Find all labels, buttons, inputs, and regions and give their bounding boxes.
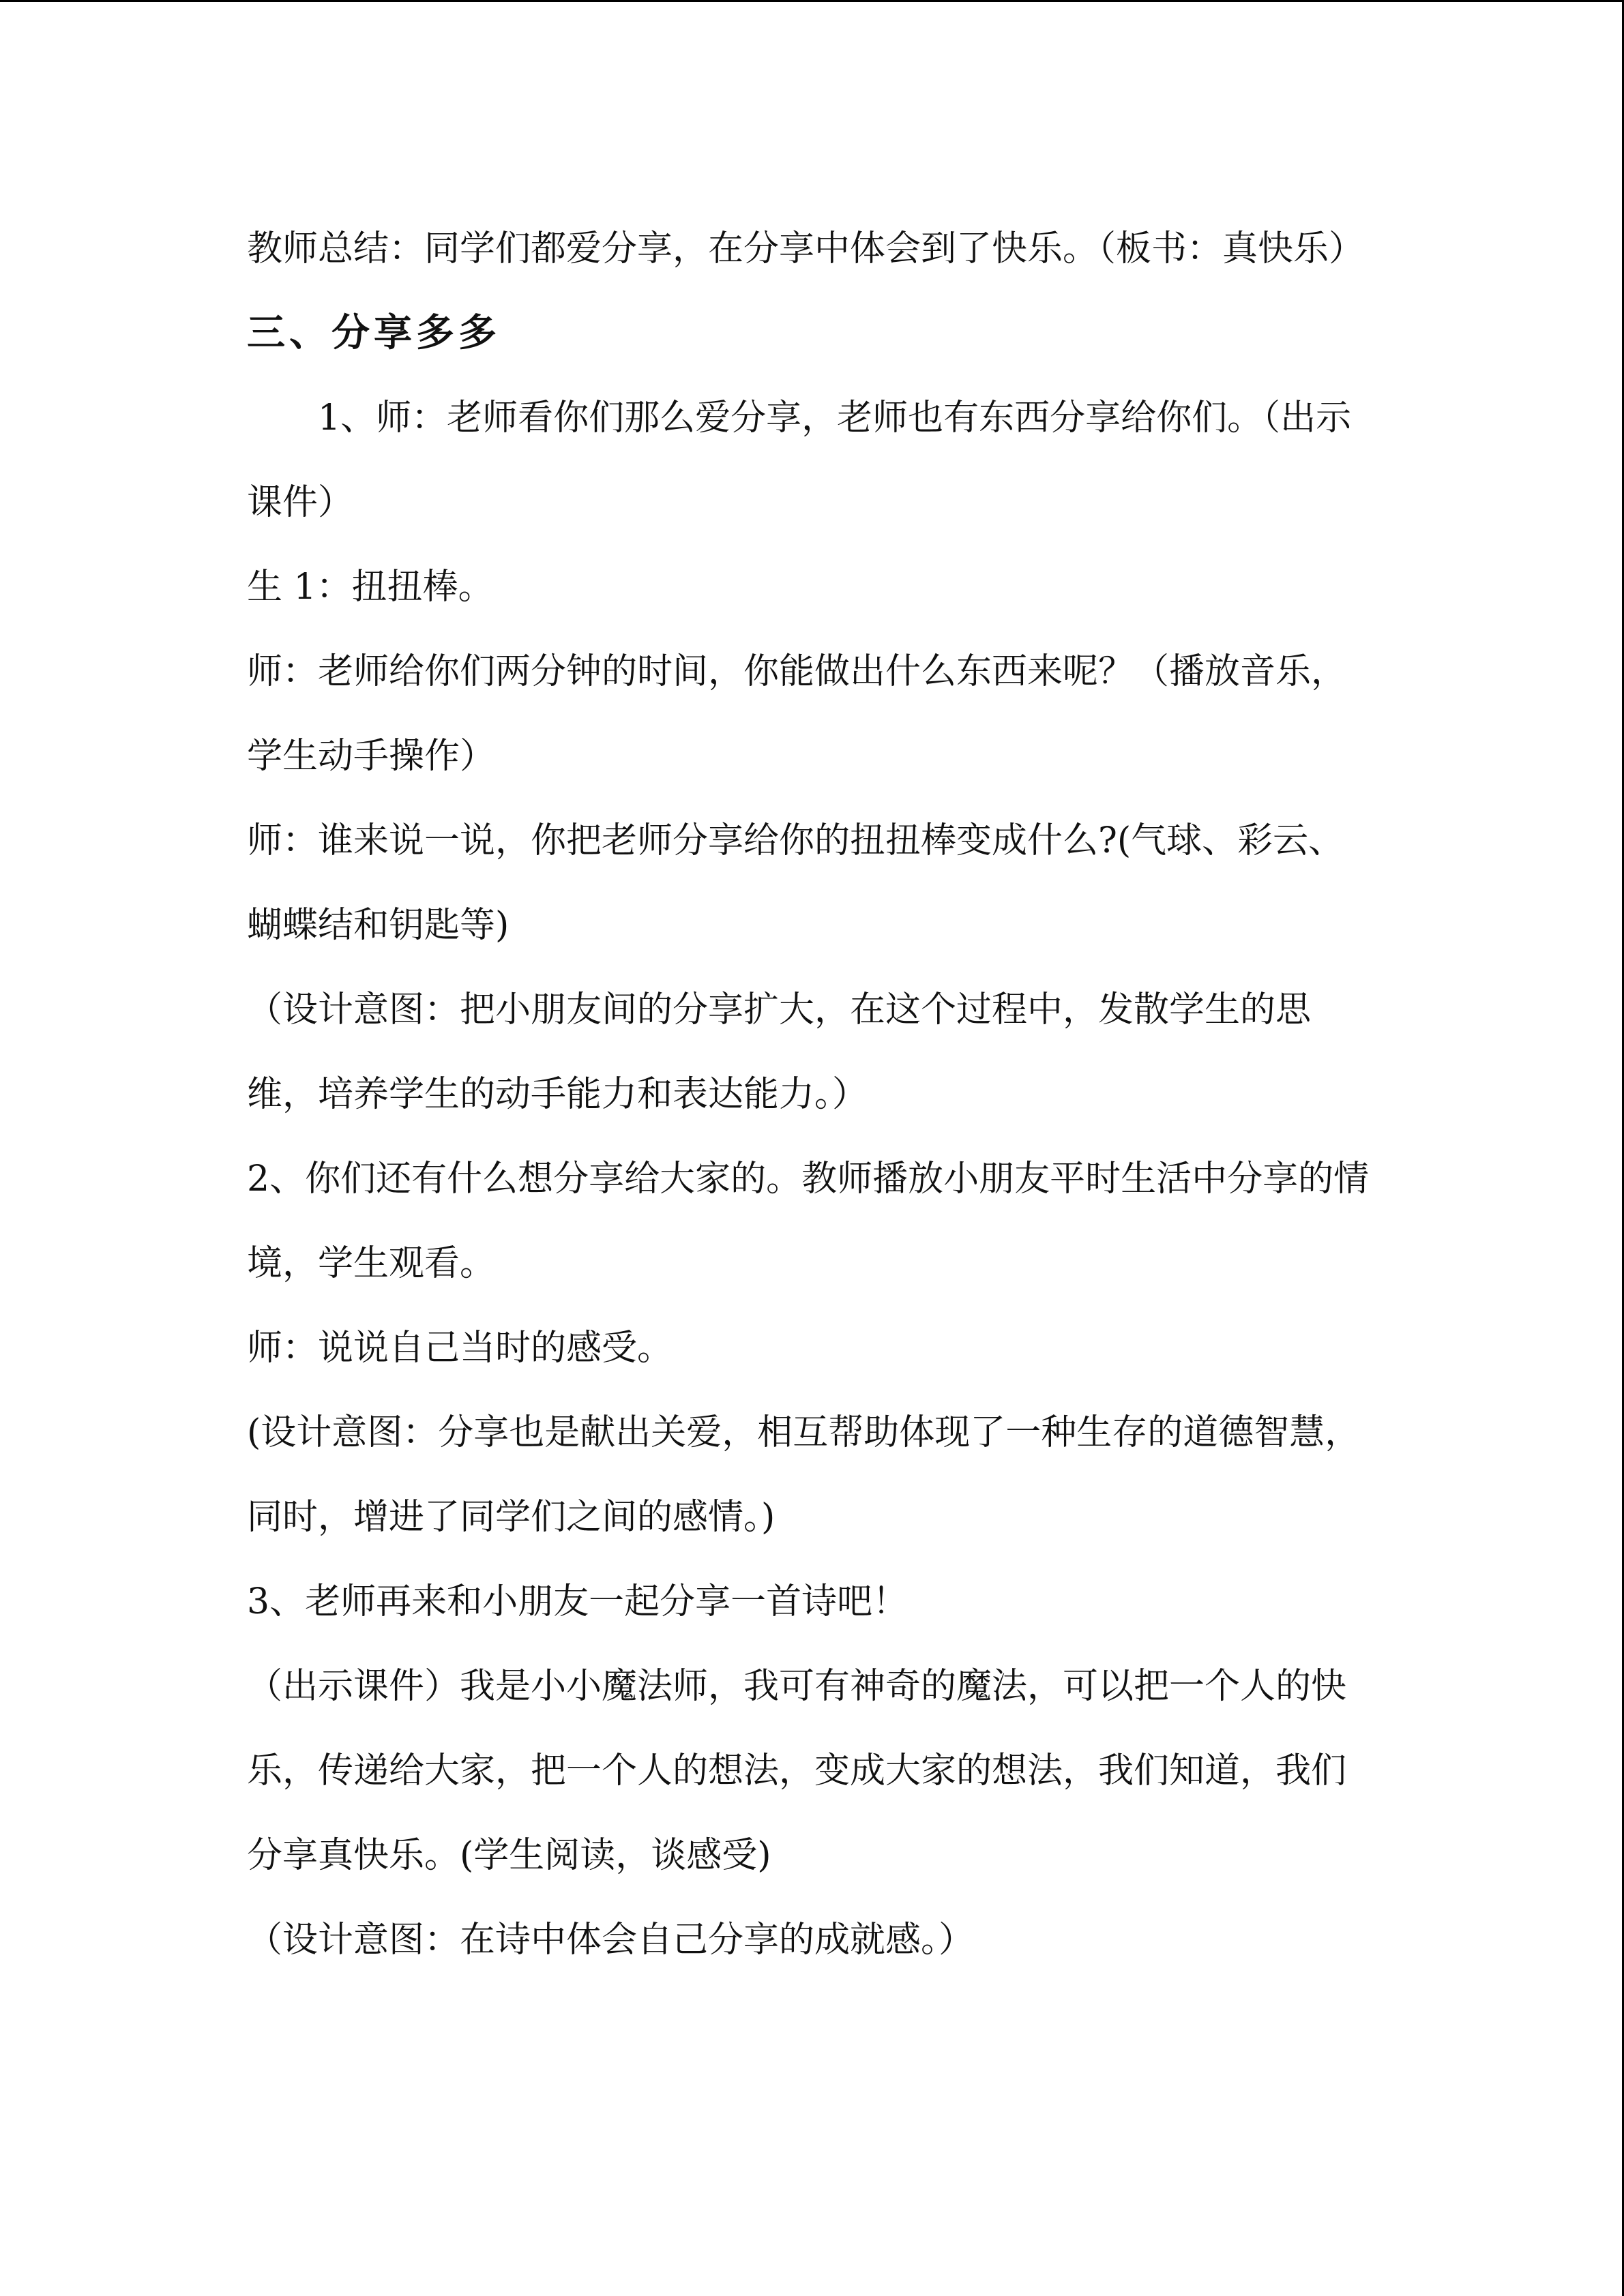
section-heading-sharing-more: 三、分享多多 bbox=[247, 311, 501, 355]
paragraph-teacher-two-minutes: 师：老师给你们两分钟的时间，你能做出什么东西来呢？（播放音乐，学生动手操作） bbox=[247, 651, 1347, 777]
paragraph-design-intent-1: （设计意图：把小朋友间的分享扩大，在这个过程中，发散学生的思维，培养学生的动手能力和表达能力。） bbox=[247, 989, 1312, 1115]
paragraph-design-intent-3: （设计意图：在诗中体会自己分享的成就感。） bbox=[247, 1920, 975, 1960]
paragraph-teacher-ask: 师：谁来说一说，你把老师分享给你的扭扭棒变成什么?(气球、彩云、蝴蝶结和钥匙等) bbox=[247, 820, 1344, 946]
paragraph-step-3: 3、老师再来和小朋友一起分享一首诗吧！ bbox=[247, 1581, 909, 1622]
paragraph-student-1: 生 1：扭扭棒。 bbox=[247, 567, 494, 608]
paragraph-step-2: 2、你们还有什么想分享给大家的。教师播放小朋友平时生活中分享的情境，学生观看。 bbox=[247, 1159, 1370, 1284]
paragraph-teacher-summary: 教师总结：同学们都爱分享，在分享中体会到了快乐。（板书：真快乐） bbox=[247, 228, 1365, 269]
document-body bbox=[247, 207, 1379, 1982]
paragraph-design-intent-2: (设计意图：分享也是献出关爱，相互帮助体现了一种生存的道德智慧，同时，增进了同学们之间的感情。) bbox=[247, 1412, 1361, 1538]
paragraph-poem: （出示课件）我是小小魔法师，我可有神奇的魔法，可以把一个人的快乐，传递给大家，把一个人的想法，变成大家的想法，我们知道，我们分享真快乐。(学生阅读，谈感受) bbox=[247, 1666, 1347, 1876]
paragraph-step-1: 1、师：老师看你们那么爱分享，老师也有东西分享给你们。（出示课件） bbox=[247, 398, 1352, 523]
paragraph-teacher-feelings: 师：说说自己当时的感受。 bbox=[247, 1328, 673, 1369]
